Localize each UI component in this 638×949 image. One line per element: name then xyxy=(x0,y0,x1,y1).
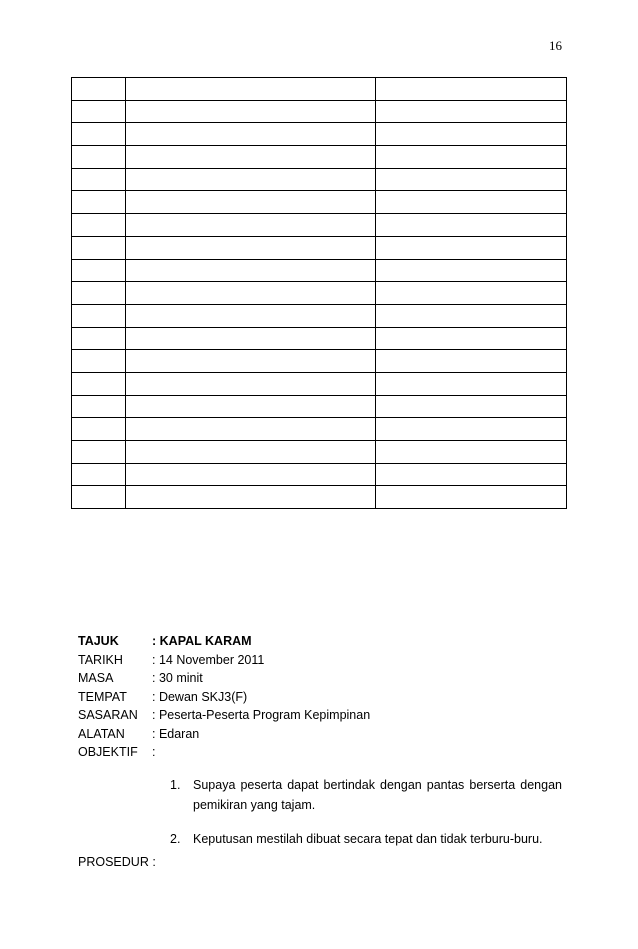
table-cell xyxy=(72,214,126,237)
table-row xyxy=(72,100,567,123)
table-row xyxy=(72,214,567,237)
table-cell xyxy=(72,168,126,191)
table-cell xyxy=(72,441,126,464)
activity-info xyxy=(78,632,578,762)
table-cell xyxy=(72,282,126,305)
table-cell xyxy=(72,123,126,146)
table-cell xyxy=(376,236,567,259)
table-row xyxy=(72,395,567,418)
table-cell xyxy=(125,100,375,123)
info-value: : Peserta-Peserta Program Kepimpinan xyxy=(152,708,371,722)
table-cell xyxy=(376,418,567,441)
table-cell xyxy=(376,350,567,373)
table-cell xyxy=(72,486,126,509)
table-cell xyxy=(72,191,126,214)
info-label: OBJEKTIF xyxy=(78,745,138,759)
table-cell xyxy=(72,78,126,101)
table-row xyxy=(72,123,567,146)
table-row xyxy=(72,259,567,282)
table-cell xyxy=(125,441,375,464)
info-label: SASARAN xyxy=(78,708,138,722)
table-cell xyxy=(125,282,375,305)
info-label: TARIKH xyxy=(78,652,123,667)
table-cell xyxy=(376,214,567,237)
table-row xyxy=(72,78,567,101)
table-cell xyxy=(72,304,126,327)
table-cell xyxy=(376,372,567,395)
table-row xyxy=(72,327,567,350)
info-label: MASA xyxy=(78,671,114,685)
table-cell xyxy=(125,372,375,395)
table-row xyxy=(72,350,567,373)
info-value: : 14 November 2011 xyxy=(152,652,265,667)
table-row xyxy=(72,168,567,191)
page-number: 16 xyxy=(549,38,562,53)
table-cell xyxy=(72,327,126,350)
table-cell xyxy=(125,486,375,509)
table-cell xyxy=(376,395,567,418)
objective-item xyxy=(170,829,562,849)
table-cell xyxy=(72,395,126,418)
table-cell xyxy=(125,418,375,441)
info-value: : Edaran xyxy=(152,726,200,741)
table-cell xyxy=(376,259,567,282)
info-value: : 30 minit xyxy=(152,671,203,685)
table-row xyxy=(72,191,567,214)
info-row-tempat xyxy=(78,688,578,707)
table-cell xyxy=(72,259,126,282)
table-cell xyxy=(72,236,126,259)
table-cell xyxy=(376,78,567,101)
table-row xyxy=(72,372,567,395)
table-row xyxy=(72,441,567,464)
table-cell xyxy=(72,350,126,373)
info-row-masa xyxy=(78,669,578,688)
info-row-tarikh xyxy=(78,651,578,670)
blank-table xyxy=(71,77,567,509)
table-cell xyxy=(125,350,375,373)
table-row xyxy=(72,486,567,509)
objective-text: Keputusan mestilah dibuat secara tepat dan tidak terburu-buru. xyxy=(193,832,543,846)
info-row-sasaran xyxy=(78,706,578,725)
table-row xyxy=(72,146,567,169)
table-cell xyxy=(376,304,567,327)
table-row xyxy=(72,418,567,441)
info-value: : KAPAL KARAM xyxy=(152,634,252,648)
table-cell xyxy=(72,372,126,395)
table-row xyxy=(72,236,567,259)
info-row-objektif xyxy=(78,743,578,762)
table-cell xyxy=(72,146,126,169)
table-cell xyxy=(376,441,567,464)
table-cell xyxy=(376,100,567,123)
table-cell xyxy=(125,259,375,282)
procedure-heading: PROSEDUR : xyxy=(78,855,156,869)
table-cell xyxy=(125,395,375,418)
table-cell xyxy=(125,304,375,327)
info-label: TAJUK xyxy=(78,634,119,648)
objective-text: Supaya peserta dapat bertindak dengan pantas berserta dengan pemikiran yang tajam. xyxy=(193,778,562,812)
objective-number: 1. xyxy=(170,778,181,792)
info-value: : Dewan SKJ3(F) xyxy=(152,689,248,704)
table-row xyxy=(72,282,567,305)
table-cell xyxy=(376,282,567,305)
table-cell xyxy=(125,146,375,169)
table-cell xyxy=(125,123,375,146)
table-cell xyxy=(125,463,375,486)
objectives-list xyxy=(170,775,562,863)
table-cell xyxy=(125,236,375,259)
table-cell xyxy=(376,146,567,169)
table-cell xyxy=(376,486,567,509)
table-cell xyxy=(376,191,567,214)
table-cell xyxy=(125,214,375,237)
info-label: TEMPAT xyxy=(78,689,127,704)
table-cell xyxy=(125,78,375,101)
info-value: : xyxy=(152,745,156,759)
info-label: ALATAN xyxy=(78,726,125,741)
table-cell xyxy=(125,168,375,191)
table-cell xyxy=(376,327,567,350)
table-cell xyxy=(376,463,567,486)
table-row xyxy=(72,463,567,486)
table-cell xyxy=(72,100,126,123)
table-cell xyxy=(125,327,375,350)
table-row xyxy=(72,304,567,327)
table-cell xyxy=(376,123,567,146)
table-cell xyxy=(72,463,126,486)
info-row-alatan xyxy=(78,725,578,744)
info-row-tajuk xyxy=(78,632,578,651)
objective-number: 2. xyxy=(170,832,181,846)
objective-item xyxy=(170,775,562,815)
table-cell xyxy=(125,191,375,214)
table-cell xyxy=(376,168,567,191)
table-cell xyxy=(72,418,126,441)
